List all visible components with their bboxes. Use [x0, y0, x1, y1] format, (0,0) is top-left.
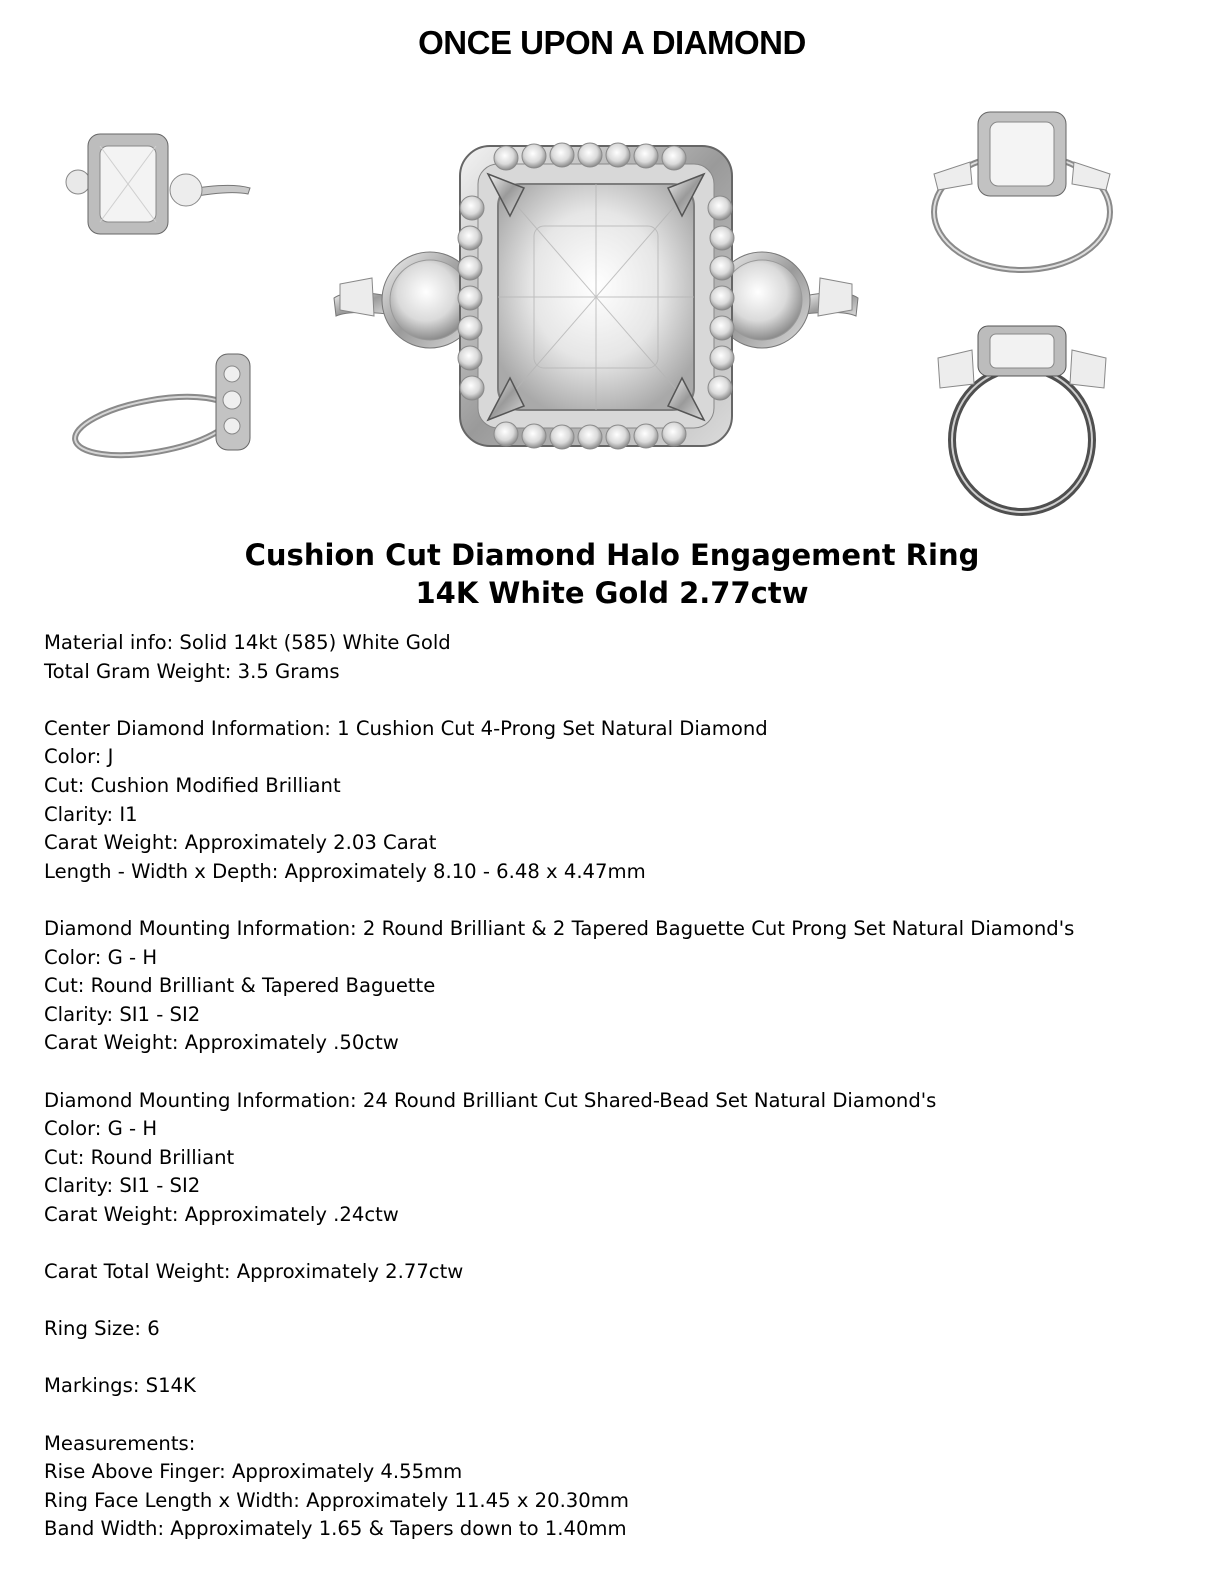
- spec-line: Center Diamond Information: 1 Cushion Cut 4-Prong Set Natural Diamond: [44, 716, 768, 740]
- spec-line: Cut: Cushion Modified Brilliant: [44, 773, 341, 797]
- spec-line: Color: G - H: [44, 945, 158, 969]
- spec-line: Markings: S14K: [44, 1374, 196, 1398]
- mounting-info-group-2: [44, 1087, 1194, 1230]
- spec-line: Cut: Round Brilliant: [44, 1145, 235, 1169]
- product-specifications: [44, 629, 1194, 1573]
- spec-line: Carat Weight: Approximately .50ctw: [44, 1031, 399, 1055]
- spec-line: Ring Face Length x Width: Approximately 11.45 x 20.30mm: [44, 1488, 629, 1512]
- product-title-line1: Cushion Cut Diamond Halo Engagement Ring: [244, 538, 980, 572]
- total-weight-group: [44, 1258, 1194, 1287]
- spec-line: Clarity: SI1 - SI2: [44, 1174, 201, 1198]
- ring-side-profile-photo: [70, 344, 266, 470]
- spec-line: Clarity: I1: [44, 802, 138, 826]
- center-diamond-group: [44, 715, 1194, 887]
- brand-title: ONCE UPON A DIAMOND: [418, 24, 806, 61]
- ring-size-group: [44, 1315, 1194, 1344]
- ring-angled-view-photo: [58, 124, 254, 244]
- spec-line: Carat Weight: Approximately .24ctw: [44, 1202, 399, 1226]
- product-title-line2: 14K White Gold 2.77ctw: [415, 576, 809, 610]
- spec-line: Diamond Mounting Information: 24 Round Brilliant Cut Shared-Bead Set Natural Diamond's: [44, 1088, 937, 1112]
- ring-through-finger-view-photo: [924, 322, 1120, 518]
- spec-line: Carat Total Weight: Approximately 2.77ctw: [44, 1260, 464, 1284]
- spec-line: Ring Size: 6: [44, 1317, 160, 1341]
- spec-line: Diamond Mounting Information: 2 Round Brilliant & 2 Tapered Baguette Cut Prong Set Natural Diamond's: [44, 916, 1075, 940]
- spec-line: Color: J: [44, 745, 114, 769]
- product-title: [0, 536, 1224, 612]
- spec-line: Carat Weight: Approximately 2.03 Carat: [44, 831, 437, 855]
- spec-line: Length - Width x Depth: Approximately 8.10 - 6.48 x 4.47mm: [44, 859, 646, 883]
- spec-line: Clarity: SI1 - SI2: [44, 1002, 201, 1026]
- spec-line: Total Gram Weight: 3.5 Grams: [44, 659, 340, 683]
- ring-top-view-photo: [328, 138, 864, 510]
- spec-line: Measurements:: [44, 1431, 196, 1455]
- markings-group: [44, 1372, 1194, 1401]
- material-info-group: [44, 629, 1194, 686]
- spec-line: Rise Above Finger: Approximately 4.55mm: [44, 1460, 463, 1484]
- spec-line: Color: G - H: [44, 1117, 158, 1141]
- spec-line: Band Width: Approximately 1.65 & Tapers down to 1.40mm: [44, 1517, 627, 1541]
- spec-line: Cut: Round Brilliant & Tapered Baguette: [44, 974, 436, 998]
- mounting-info-group-1: [44, 915, 1194, 1058]
- measurements-group: [44, 1430, 1194, 1544]
- spec-line: Material info: Solid 14kt (585) White Gold: [44, 631, 451, 654]
- ring-band-view-photo: [924, 104, 1120, 280]
